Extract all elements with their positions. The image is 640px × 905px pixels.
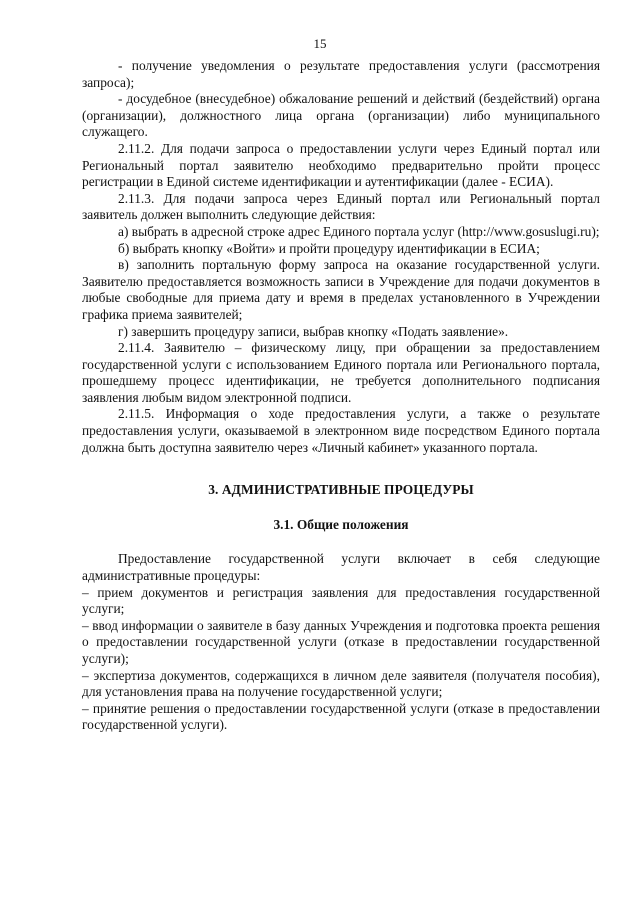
spacer xyxy=(82,533,600,551)
section-title: 3. АДМИНИСТРАТИВНЫЕ ПРОЦЕДУРЫ xyxy=(208,482,474,498)
list-item-data-entry: – ввод информации о заявителе в базу данных Учреждения и подготовка проекта решения о предоставлении государственной услуги (отказе в предоставлении государственной услуги); xyxy=(82,617,600,666)
paragraph-2-11-4: 2.11.4. Заявителю – физическому лицу, при обращении за предоставлением государственной услуги с использованием Единого портала или Регионального портала, прошедшему процесс идентификации, не требуется дополнительного подписания заявления любым видом электронной подписи. xyxy=(82,340,600,405)
paragraph-2-11-2: 2.11.2. Для подачи запроса о предоставлении услуги через Единый портал или Региональный портал заявителю необходимо предварительно пройти процесс регистрации в Единой системе идентификации и аутентификации (далее - ЕСИА). xyxy=(82,140,600,190)
paragraph-2-11-3: 2.11.3. Для подачи запроса через Единый портал или Региональный портал заявитель должен выполнить следующие действия: xyxy=(82,190,600,223)
paragraph-2-11-5: 2.11.5. Информация о ходе предоставления услуги, а также о результате предоставления услуги, оказываемой в электронном виде посредством Единого портала должна быть доступна заявителю через «Личный кабинет» указанного портала. xyxy=(82,406,600,455)
paragraph-step-d: г) завершить процедуру записи, выбрав кнопку «Подать заявление». xyxy=(118,323,509,339)
paragraph-appeal: - досудебное (внесудебное) обжалование решений и действий (бездействий) органа (организации), должностного лица органа (организации) либо муниципального служащего. xyxy=(82,91,600,140)
page-number: 15 xyxy=(313,36,327,51)
paragraph-intro: Предоставление государственной услуги включает в себя следующие административные процедуры: xyxy=(82,551,600,584)
paragraph-step-b: б) выбрать кнопку «Войти» и пройти процедуру идентификации в ЕСИА; xyxy=(118,240,540,256)
list-item-expertise: – экспертиза документов, содержащихся в личном деле заявителя (получателя пособия), для установления права на получение государственной услуги; xyxy=(82,667,600,700)
document-body xyxy=(82,58,600,734)
list-item-reception: – прием документов и регистрация заявления для предоставления государственной услуги; xyxy=(82,584,600,617)
list-item-decision: – принятие решения о предоставлении государственной услуги (отказе в предоставлении государственной услуги). xyxy=(82,700,600,733)
paragraph-notification: - получение уведомления о результате предоставления услуги (рассмотрения запроса); xyxy=(82,58,600,90)
paragraph-step-a: а) выбрать в адресной строке адрес Единого портала услуг (http://www.gosuslugi.ru); xyxy=(118,223,600,239)
paragraph-step-c: в) заполнить портальную форму запроса на оказание государственной услуги. Заявителю предоставляется возможность записи в Учреждение для подачи документов в любые свободные для приема дату и время в пределах установленного в Учреждении графика приема заявителей; xyxy=(82,257,600,322)
section-subtitle: 3.1. Общие положения xyxy=(273,516,409,532)
